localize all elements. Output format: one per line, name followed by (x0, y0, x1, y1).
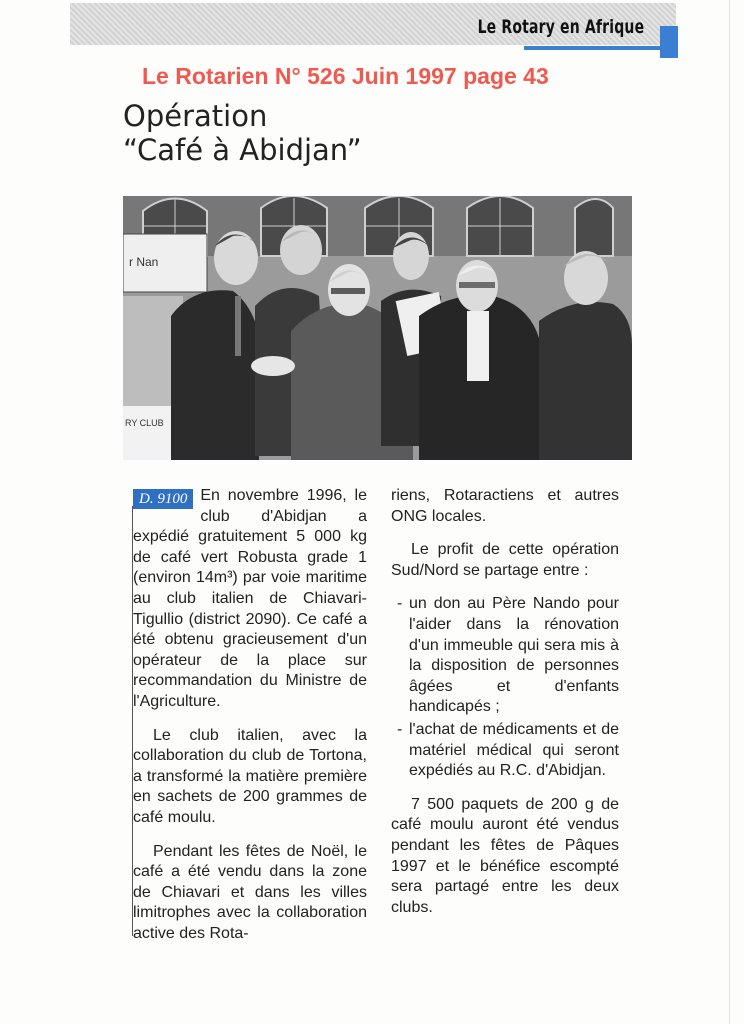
article-column-left (133, 486, 367, 957)
district-badge: D. 9100 (133, 489, 193, 509)
article-photo (123, 196, 632, 460)
photo-sign-text: r Nan (129, 255, 159, 269)
photo-illustration (123, 196, 632, 460)
title-line-2: “Café à Abidjan” (123, 133, 362, 167)
accent-bar (524, 46, 678, 50)
list-item: - un don au Père Nando pour l'aider dans la rénovation d'un immeuble qui sera mis à la disposition de personnes âgées et d'enfants handicapés ; (397, 595, 619, 716)
profit-list (391, 594, 619, 781)
section-label: Le Rotary en Afrique (477, 16, 644, 38)
paragraph-6: 7 500 paquets de 200 g de café moulu auront été vendus pendant les fêtes de Pâques 1997 et le bénéfice escompté sera partagé entre les deux clubs. (391, 795, 619, 916)
paragraph-5: Le profit de cette opération Sud/Nord se partage entre : (391, 541, 619, 579)
photo-banner-text: RY CLUB (125, 418, 164, 428)
source-line: Le Rotarien N° 526 Juin 1997 page 43 (142, 63, 549, 89)
paragraph-1-text: En novembre 1996, le club d'Abidjan a expédié gratuitement 5 000 kg de café vert Robusta grade 1 (environ 14m³) par voie maritime au club italien de Chiavari-Tigullio (district 2090). Ce café a été obtenu gracieusement d'un opérateur de la place sur recommandation du Ministre de l'Agriculture. (133, 487, 367, 710)
article-title (123, 99, 483, 167)
title-line-1: Opération (123, 99, 268, 133)
paragraph-2: Le club italien, avec la collaboration du club de Tortona, a transformé la matière première en sachets de 200 grammes de café moulu. (133, 726, 367, 826)
list-item: - l'achat de médicaments et de matériel médical qui seront expédiés au R.C. d'Abidjan. (397, 720, 619, 780)
page-edge (729, 0, 730, 1024)
paragraph-1 (133, 486, 367, 713)
paragraph-3: Pendant les fêtes de Noël, le café a été vendu dans la zone de Chiavari et dans les villes limitrophes avec la collaboration active des Rota- (133, 842, 367, 942)
paragraph-4: riens, Rotaractiens et autres ONG locales. (391, 487, 619, 525)
article-column-right (391, 486, 619, 931)
accent-block (660, 26, 678, 58)
